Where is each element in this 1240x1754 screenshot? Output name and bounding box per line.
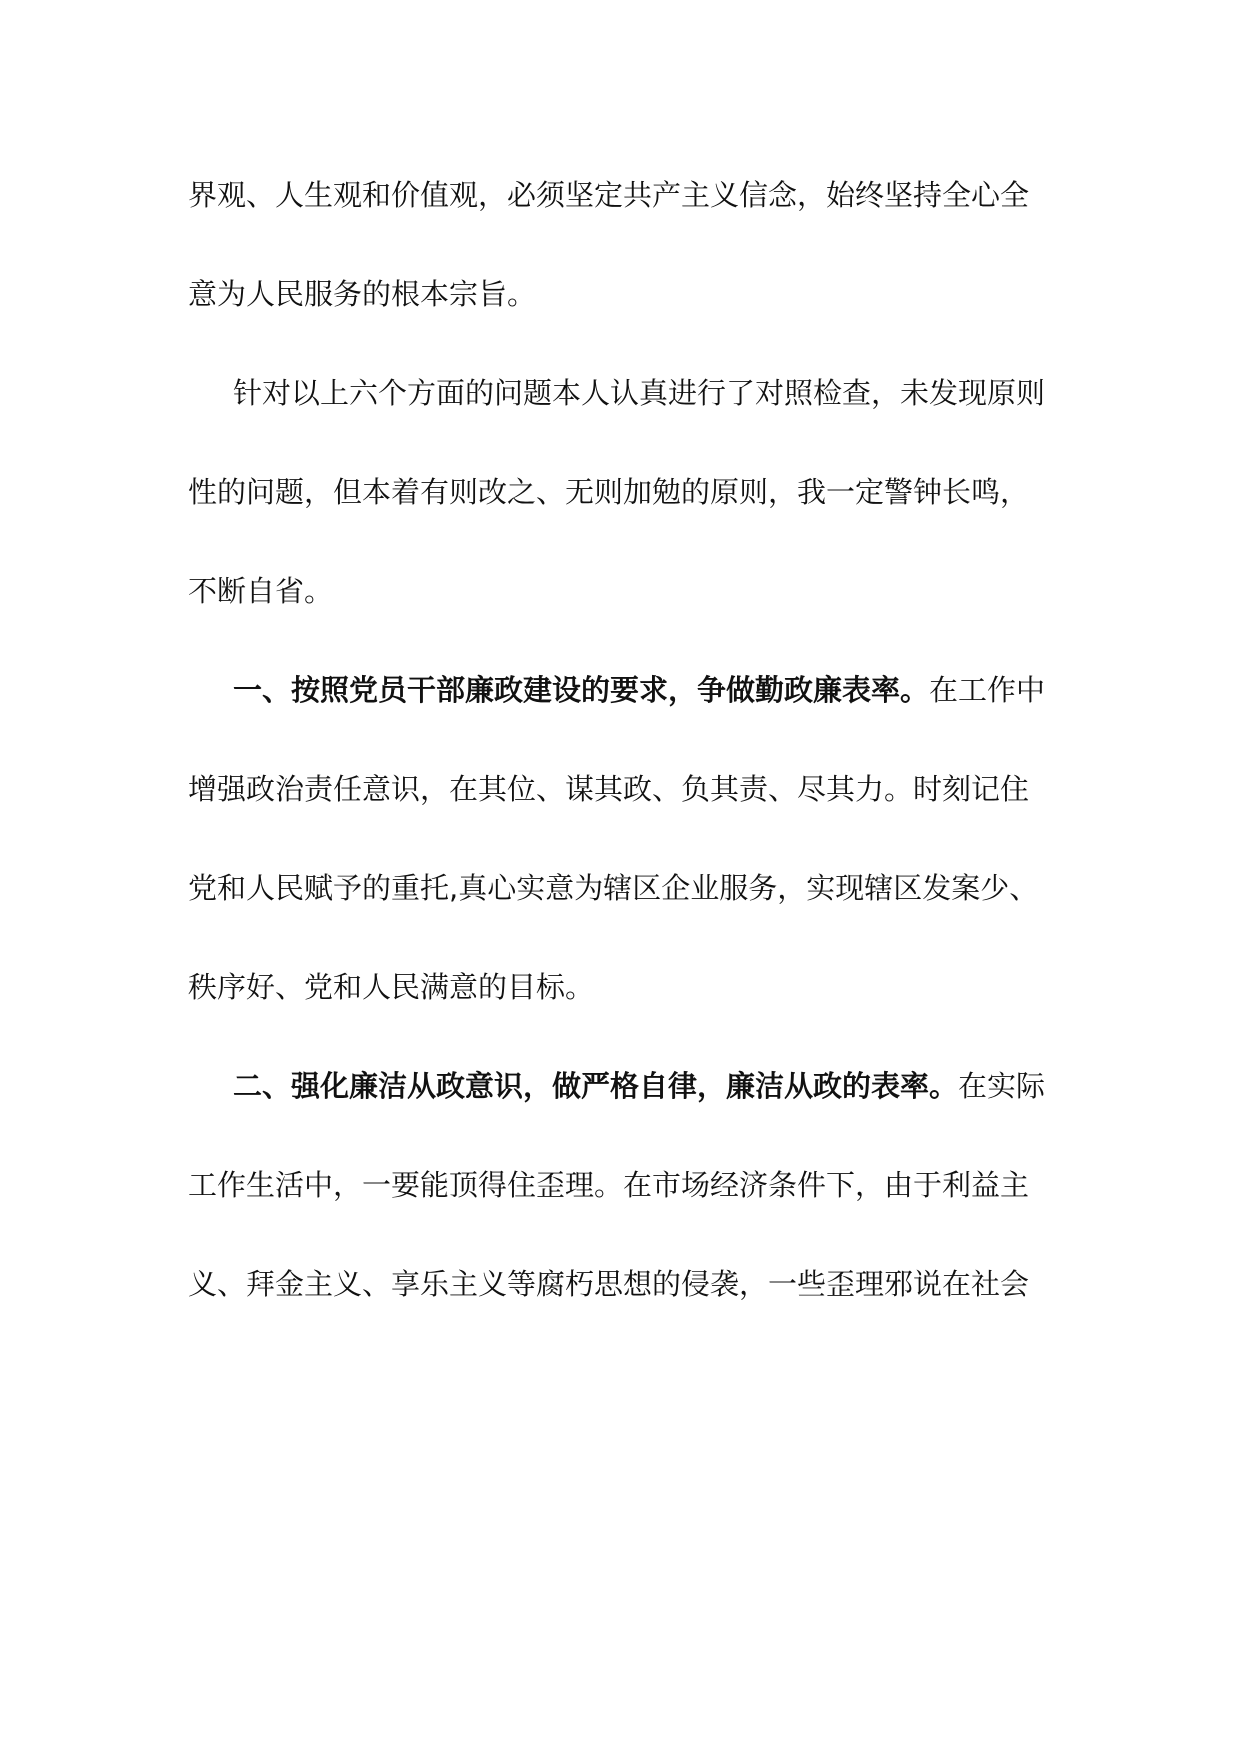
text-line-3: 针对以上六个方面的问题本人认真进行了对照检查，未发现原则 <box>233 376 1046 410</box>
text-line-6 <box>233 660 1068 720</box>
section-heading-1: 一、按照党员干部廉政建设的要求，争做勤政廉表率。 <box>233 673 930 707</box>
text-line-11: 工作生活中，一要能顶得住歪理。在市场经济条件下，由于利益主 <box>188 1168 1030 1202</box>
text-line-7: 增强政治责任意识，在其位、谋其政、负其责、尽其力。时刻记住 <box>188 772 1030 806</box>
text-line-8: 党和人民赋予的重托,真心实意为辖区企业服务，实现辖区发案少、 <box>188 871 1039 905</box>
section-text-2: 在实际 <box>958 1069 1046 1103</box>
text-line-9: 秩序好、党和人民满意的目标。 <box>188 970 595 1004</box>
text-line-5: 不断自省。 <box>188 574 334 608</box>
text-line-1: 界观、人生观和价值观，必须坚定共产主义信念，始终坚持全心全 <box>188 178 1030 212</box>
text-line-12: 义、拜金主义、享乐主义等腐朽思想的侵袭，一些歪理邪说在社会 <box>188 1267 1030 1301</box>
section-heading-2: 二、强化廉洁从政意识，做严格自律，廉洁从政的表率。 <box>233 1069 959 1103</box>
text-line-4: 性的问题，但本着有则改之、无则加勉的原则，我一定警钟长鸣， <box>188 475 1030 509</box>
section-text-1: 在工作中 <box>929 673 1046 707</box>
text-line-2: 意为人民服务的根本宗旨。 <box>188 277 537 311</box>
text-line-10 <box>233 1056 1068 1116</box>
